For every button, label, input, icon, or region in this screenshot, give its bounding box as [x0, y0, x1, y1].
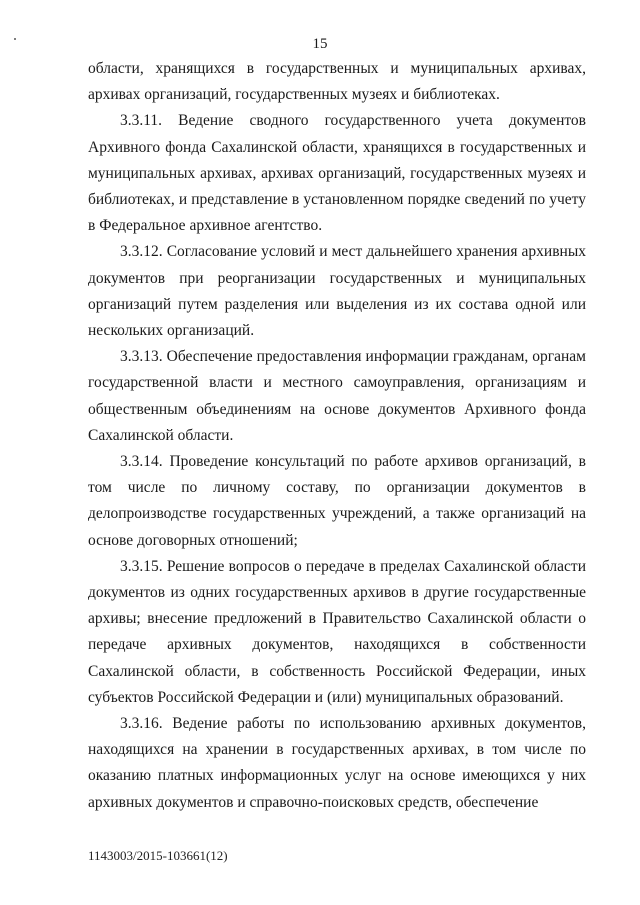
- paragraph-3-3-15: 3.3.15. Решение вопросов о передаче в пределах Сахалинской области документов из одних государственных архивов в другие государственные архивы; внесение предложений в Правительство Сахалинской области о передаче архивных документов, находящихся в собственности Сахалинской области, в собственность Российской Федерации, иных субъектов Российской Федерации и (или) муниципальных образований.: [88, 557, 586, 706]
- paragraph-3-3-16: 3.3.16. Ведение работы по использованию архивных документов, находящихся на хранении в государственных архивах, в том числе по оказанию платных информационных услуг на основе имеющихся у них архивных документов и справочно-поисковых средств, обеспечение: [88, 715, 586, 811]
- paragraph-3-3-11: 3.3.11. Ведение сводного государственного учета документов Архивного фонда Сахалинской области, хранящихся в государственных и муниципальных архивах, архивах организаций, государственных музеях и библиотеках, и представление в установленном порядке сведений по учету в Федеральное архивное агентство.: [88, 112, 586, 235]
- paragraph-3-3-14: 3.3.14. Проведение консультаций по работе архивов организаций, в том числе по личному составу, по организации документов в делопроизводстве государственных учреждений, а также организаций на основе договорных отношений;: [88, 453, 586, 549]
- document-registration-code: 1143003/2015-103661(12): [88, 848, 228, 863]
- page-number: 15: [312, 36, 328, 52]
- paragraph-3-3-12: 3.3.12. Согласование условий и мест дальнейшего хранения архивных документов при реорганизации государственных и муниципальных организаций путем разделения или выделения из их состава одной или нескольких организаций.: [88, 243, 586, 340]
- scan-speck: [14, 38, 16, 40]
- document-body: [88, 56, 586, 816]
- paragraph-3-3-13: 3.3.13. Обеспечение предоставления информации гражданам, органам государственной власти и местного самоуправления, организациям и общественным объединениям на основе документов Архивного фонда Сахалинской области.: [88, 348, 586, 444]
- paragraph-continuation: области, хранящихся в государственных и муниципальных архивах, архивах организаций, государственных музеях и библиотеках.: [88, 60, 586, 104]
